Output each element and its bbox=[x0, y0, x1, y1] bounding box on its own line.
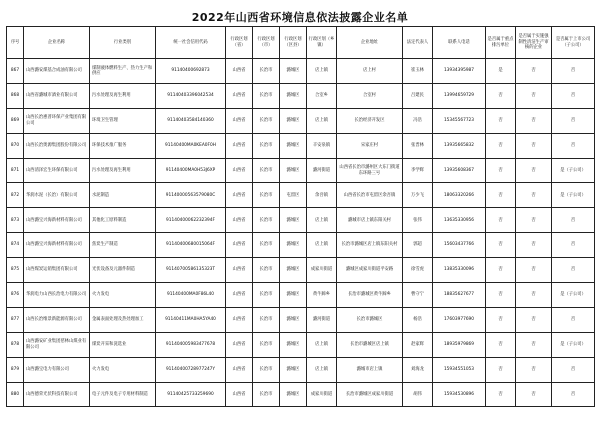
cell-industry: 煤制液体燃料生产、热力生产和供应 bbox=[90, 59, 156, 84]
table-row bbox=[7, 307, 595, 332]
cell-phone: 18835627677 bbox=[433, 283, 486, 308]
cell-address: 潞城区成家川街道平安路 bbox=[337, 258, 403, 283]
cell-province: 山西省 bbox=[226, 332, 253, 357]
cell-listed: 是（子公司） bbox=[552, 283, 595, 308]
cell-town: 店上镇 bbox=[307, 357, 337, 382]
cell-key-pollutant: 否 bbox=[486, 332, 516, 357]
cell-province: 山西省 bbox=[226, 108, 253, 133]
cell-city: 长治市 bbox=[253, 208, 280, 233]
cell-county: 潞城区 bbox=[280, 307, 307, 332]
cell-company: 山西省潞城市酒业有限公司 bbox=[24, 83, 90, 108]
cell-index: 873 bbox=[7, 208, 24, 233]
cell-company: 山西清泽宏生环保有限公司 bbox=[24, 158, 90, 183]
cell-key-pollutant: 否 bbox=[486, 233, 516, 258]
cell-company: 山西潞安煤基合成油有限公司 bbox=[24, 59, 90, 84]
cell-town: 成家川街道 bbox=[307, 382, 337, 407]
table-row bbox=[7, 233, 595, 258]
cell-key-pollutant: 否 bbox=[486, 183, 516, 208]
cell-index: 879 bbox=[7, 357, 24, 382]
cell-town: 店上镇 bbox=[307, 233, 337, 258]
cell-address: 山西省长治市潞州区大东门街道东环路三号 bbox=[337, 158, 403, 183]
cell-phone: 13935608367 bbox=[433, 158, 486, 183]
cell-listed: 是（子公司） bbox=[552, 183, 595, 208]
cell-key-pollutant: 否 bbox=[486, 357, 516, 382]
cell-credit-code: 91140400692873 bbox=[156, 59, 226, 84]
cell-legal-rep: 徐雪虎 bbox=[403, 258, 433, 283]
cell-key-pollutant: 否 bbox=[486, 382, 516, 407]
cell-legal-rep: 吕建民 bbox=[403, 83, 433, 108]
cell-province: 山西省 bbox=[226, 158, 253, 183]
cell-town: 潞河街道 bbox=[307, 307, 337, 332]
cell-clean-production: 否 bbox=[516, 382, 552, 407]
header-key-pollutant: 是否属于重点排污单位 bbox=[486, 27, 516, 59]
cell-key-pollutant: 否 bbox=[486, 158, 516, 183]
cell-legal-rep: 张晋林 bbox=[403, 133, 433, 158]
page-title: 2022年山西省环境信息依法披露企业名单 bbox=[191, 11, 409, 24]
cell-credit-code: 91140411MA0HA5YA40 bbox=[156, 307, 226, 332]
cell-index: 872 bbox=[7, 183, 24, 208]
cell-province: 山西省 bbox=[226, 183, 253, 208]
cell-index: 880 bbox=[7, 382, 24, 407]
cell-address: 长治经济开发区 bbox=[337, 108, 403, 133]
cell-city: 长治市 bbox=[253, 233, 280, 258]
cell-phone: 13635330956 bbox=[433, 208, 486, 233]
table-header-row bbox=[7, 27, 595, 59]
header-clean-production: 是否属于实施强制性清洁生产审核的企业 bbox=[516, 27, 552, 59]
table-row bbox=[7, 382, 595, 407]
cell-phone: 15345567723 bbox=[433, 108, 486, 133]
cell-legal-rep: 崔玉林 bbox=[403, 59, 433, 84]
cell-town: 店上镇 bbox=[307, 332, 337, 357]
cell-county: 潞城区 bbox=[280, 208, 307, 233]
header-credit-code: 统一社会信用代码 bbox=[156, 27, 226, 59]
cell-legal-rep: 杨浩 bbox=[403, 307, 433, 332]
cell-town: 余吾镇 bbox=[307, 183, 337, 208]
cell-city: 长治市 bbox=[253, 158, 280, 183]
cell-company: 华润电力山西长治电力有限公司 bbox=[24, 283, 90, 308]
cell-industry: 金属表面处理及热处理加工 bbox=[90, 307, 156, 332]
cell-legal-rep: 曹守宁 bbox=[403, 283, 433, 308]
cell-province: 山西省 bbox=[226, 208, 253, 233]
cell-index: 867 bbox=[7, 59, 24, 84]
cell-listed: 否 bbox=[552, 258, 595, 283]
cell-phone: 13994659729 bbox=[433, 83, 486, 108]
cell-industry: 电子元件及电子专用材料制造 bbox=[90, 382, 156, 407]
cell-county: 潞城区 bbox=[280, 133, 307, 158]
cell-town: 合室乡 bbox=[307, 83, 337, 108]
cell-town: 店上镇 bbox=[307, 108, 337, 133]
cell-address: 合室村 bbox=[337, 83, 403, 108]
cell-index: 875 bbox=[7, 258, 24, 283]
header-listed: 是否属于上市公司（子公司） bbox=[552, 27, 595, 59]
cell-industry: 其他化工原料制造 bbox=[90, 208, 156, 233]
cell-credit-code: 911404005983477678 bbox=[156, 332, 226, 357]
cell-index: 870 bbox=[7, 133, 24, 158]
cell-phone: 17603977690 bbox=[433, 307, 486, 332]
cell-county: 潞城区 bbox=[280, 108, 307, 133]
cell-legal-rep: 胡伟 bbox=[403, 382, 433, 407]
table-row bbox=[7, 283, 595, 308]
cell-clean-production: 否 bbox=[516, 258, 552, 283]
header-phone: 联系人电话 bbox=[433, 27, 486, 59]
cell-town: 辛安泉镇 bbox=[307, 133, 337, 158]
cell-clean-production: 否 bbox=[516, 307, 552, 332]
cell-county: 潞城区 bbox=[280, 59, 307, 84]
cell-company: 山西煤炭运销集团有限公司 bbox=[24, 258, 90, 283]
cell-address: 长治市潞城区 bbox=[337, 307, 403, 332]
cell-listed: 否 bbox=[552, 83, 595, 108]
cell-address: 长治市潞城区店上镇 bbox=[337, 332, 403, 357]
cell-legal-rep: 李学辉 bbox=[403, 158, 433, 183]
cell-city: 长治市 bbox=[253, 283, 280, 308]
cell-key-pollutant: 否 bbox=[486, 83, 516, 108]
cell-clean-production: 否 bbox=[516, 83, 552, 108]
cell-clean-production: 否 bbox=[516, 158, 552, 183]
cell-legal-rep: 张伟 bbox=[403, 208, 433, 233]
table-row bbox=[7, 332, 595, 357]
header-city: 行政区划（市） bbox=[253, 27, 280, 59]
cell-city: 长治市 bbox=[253, 258, 280, 283]
cell-company: 山西长治维景新能源有限公司 bbox=[24, 307, 90, 332]
table-row bbox=[7, 158, 595, 183]
cell-city: 长治市 bbox=[253, 108, 280, 133]
cell-city: 长治市 bbox=[253, 382, 280, 407]
cell-key-pollutant: 否 bbox=[486, 108, 516, 133]
cell-clean-production: 否 bbox=[516, 233, 552, 258]
cell-listed: 否 bbox=[552, 382, 595, 407]
header-index: 序号 bbox=[7, 27, 24, 59]
cell-industry: 环保技术推广服务 bbox=[90, 133, 156, 158]
cell-clean-production: 否 bbox=[516, 59, 552, 84]
cell-legal-rep: 刘海龙 bbox=[403, 357, 433, 382]
cell-city: 长治市 bbox=[253, 83, 280, 108]
cell-phone: 13935665832 bbox=[433, 133, 486, 158]
cell-company: 山西潞宝兴海新材料有限公司 bbox=[24, 208, 90, 233]
cell-listed: 否 bbox=[552, 133, 595, 158]
table-row bbox=[7, 357, 595, 382]
cell-industry: 煤炭开采和洗选业 bbox=[90, 332, 156, 357]
cell-clean-production: 否 bbox=[516, 332, 552, 357]
cell-company: 华润水泥（长治）有限公司 bbox=[24, 183, 90, 208]
cell-index: 874 bbox=[7, 233, 24, 258]
cell-address: 长治市潞城区成家川街道 bbox=[337, 382, 403, 407]
table-row bbox=[7, 208, 595, 233]
cell-credit-code: 91140403396042534 bbox=[156, 83, 226, 108]
cell-county: 潞城区 bbox=[280, 382, 307, 407]
cell-key-pollutant: 否 bbox=[486, 283, 516, 308]
table-row bbox=[7, 133, 595, 158]
cell-county: 潞城区 bbox=[280, 258, 307, 283]
cell-listed: 否 bbox=[552, 108, 595, 133]
cell-phone: 18063320266 bbox=[433, 183, 486, 208]
cell-legal-rep: 赵家辉 bbox=[403, 332, 433, 357]
cell-credit-code: 91140700586135323T bbox=[156, 258, 226, 283]
cell-clean-production: 否 bbox=[516, 183, 552, 208]
header-company: 企业名称 bbox=[24, 27, 90, 59]
cell-credit-code: 91140403584140360 bbox=[156, 108, 226, 133]
cell-county: 潞城区 bbox=[280, 83, 307, 108]
cell-phone: 18935979869 bbox=[433, 332, 486, 357]
cell-clean-production: 否 bbox=[516, 357, 552, 382]
cell-county: 潞城区 bbox=[280, 332, 307, 357]
cell-credit-code: 91140000563579080C bbox=[156, 183, 226, 208]
cell-listed: 否 bbox=[552, 233, 595, 258]
cell-key-pollutant: 否 bbox=[486, 307, 516, 332]
cell-listed: 否 bbox=[552, 208, 595, 233]
cell-index: 868 bbox=[7, 83, 24, 108]
cell-phone: 13934395987 bbox=[433, 59, 486, 84]
cell-clean-production: 否 bbox=[516, 208, 552, 233]
cell-legal-rep: 冯浩 bbox=[403, 108, 433, 133]
cell-city: 长治市 bbox=[253, 59, 280, 84]
cell-index: 871 bbox=[7, 158, 24, 183]
cell-listed: 否 bbox=[552, 307, 595, 332]
cell-index: 877 bbox=[7, 307, 24, 332]
cell-credit-code: 91140400680015064F bbox=[156, 233, 226, 258]
cell-county: 潞城区 bbox=[280, 283, 307, 308]
cell-address: 潞城市店上镇东阳关村 bbox=[337, 208, 403, 233]
cell-industry: 水泥制造 bbox=[90, 183, 156, 208]
cell-industry: 焦炭生产制造 bbox=[90, 233, 156, 258]
cell-province: 山西省 bbox=[226, 307, 253, 332]
table-row bbox=[7, 108, 595, 133]
cell-credit-code: 91140400062232394F bbox=[156, 208, 226, 233]
cell-phone: 15934530896 bbox=[433, 382, 486, 407]
cell-index: 876 bbox=[7, 283, 24, 308]
cell-clean-production: 否 bbox=[516, 133, 552, 158]
cell-province: 山西省 bbox=[226, 283, 253, 308]
header-address: 企业地址 bbox=[337, 27, 403, 59]
cell-index: 878 bbox=[7, 332, 24, 357]
cell-clean-production: 否 bbox=[516, 108, 552, 133]
cell-company: 山西长治奥源集团股份有限公司 bbox=[24, 133, 90, 158]
cell-clean-production: 否 bbox=[516, 283, 552, 308]
cell-address: 店上村 bbox=[337, 59, 403, 84]
cell-industry: 环境卫生管理 bbox=[90, 108, 156, 133]
header-industry: 行业类别 bbox=[90, 27, 156, 59]
cell-town: 成家川街道 bbox=[307, 258, 337, 283]
cell-county: 潞城区 bbox=[280, 357, 307, 382]
cell-province: 山西省 bbox=[226, 59, 253, 84]
cell-address: 山西省长治市屯留区余吾镇 bbox=[337, 183, 403, 208]
cell-city: 长治市 bbox=[253, 307, 280, 332]
cell-key-pollutant: 否 bbox=[486, 208, 516, 233]
cell-credit-code: 91140400MA0KEA0F0H bbox=[156, 133, 226, 158]
enterprise-table bbox=[6, 26, 595, 407]
cell-company: 山西潞宝兴海新材料有限公司 bbox=[24, 233, 90, 258]
cell-town: 店上镇 bbox=[307, 208, 337, 233]
cell-phone: 15603437766 bbox=[433, 233, 486, 258]
cell-province: 山西省 bbox=[226, 83, 253, 108]
cell-index: 869 bbox=[7, 108, 24, 133]
cell-province: 山西省 bbox=[226, 357, 253, 382]
cell-company: 山西德荣光伏科技有限公司 bbox=[24, 382, 90, 407]
cell-town: 店上镇 bbox=[307, 59, 337, 84]
cell-province: 山西省 bbox=[226, 233, 253, 258]
cell-company: 山西潞安矿业集团慈林山煤业有限公司 bbox=[24, 332, 90, 357]
header-legal-rep: 法定代表人 bbox=[403, 27, 433, 59]
header-county: 行政区划（区县） bbox=[280, 27, 307, 59]
cell-province: 山西省 bbox=[226, 133, 253, 158]
cell-county: 屯留区 bbox=[280, 183, 307, 208]
cell-town: 潞河街道 bbox=[307, 158, 337, 183]
cell-industry: 污水处理及再生利用 bbox=[90, 158, 156, 183]
cell-city: 长治市 bbox=[253, 357, 280, 382]
table-row bbox=[7, 83, 595, 108]
cell-key-pollutant: 否 bbox=[486, 133, 516, 158]
cell-listed: 是（子公司） bbox=[552, 158, 595, 183]
cell-address: 潞城市店上镇 bbox=[337, 357, 403, 382]
cell-address: 宋家庄村 bbox=[337, 133, 403, 158]
cell-address: 长治市潞城区店上镇东阳关村 bbox=[337, 233, 403, 258]
cell-company: 山西长治惠普环保产业集团有限公司 bbox=[24, 108, 90, 133]
cell-listed: 否 bbox=[552, 357, 595, 382]
cell-legal-rep: 郭超 bbox=[403, 233, 433, 258]
cell-county: 潞城区 bbox=[280, 158, 307, 183]
cell-key-pollutant: 是 bbox=[486, 59, 516, 84]
table-row bbox=[7, 258, 595, 283]
cell-province: 山西省 bbox=[226, 382, 253, 407]
cell-company: 山西潞宝电力有限公司 bbox=[24, 357, 90, 382]
cell-credit-code: 91140400MA0F86L40 bbox=[156, 283, 226, 308]
cell-credit-code: 91140400MA0H53J6XP bbox=[156, 158, 226, 183]
cell-phone: 15934551053 bbox=[433, 357, 486, 382]
table-row bbox=[7, 59, 595, 84]
cell-city: 长治市 bbox=[253, 133, 280, 158]
cell-industry: 火力发电 bbox=[90, 357, 156, 382]
cell-credit-code: 91140425733259690 bbox=[156, 382, 226, 407]
cell-listed: 否 bbox=[552, 59, 595, 84]
header-town: 行政区划（乡镇） bbox=[307, 27, 337, 59]
cell-industry: 光伏设备及元器件制造 bbox=[90, 258, 156, 283]
cell-phone: 13835330096 bbox=[433, 258, 486, 283]
cell-key-pollutant: 否 bbox=[486, 258, 516, 283]
cell-industry: 火力发电 bbox=[90, 283, 156, 308]
cell-address: 长治市潞城区黄牛蹄乡 bbox=[337, 283, 403, 308]
cell-industry: 污水处理及再生利用 bbox=[90, 83, 156, 108]
cell-listed: 是（子公司） bbox=[552, 332, 595, 357]
cell-province: 山西省 bbox=[226, 258, 253, 283]
cell-county: 潞城区 bbox=[280, 233, 307, 258]
cell-credit-code: 91140400728977247Y bbox=[156, 357, 226, 382]
header-province: 行政区划（省） bbox=[226, 27, 253, 59]
table-row bbox=[7, 183, 595, 208]
cell-city: 长治市 bbox=[253, 183, 280, 208]
cell-town: 黄牛蹄乡 bbox=[307, 283, 337, 308]
cell-city: 长治市 bbox=[253, 332, 280, 357]
cell-legal-rep: 万少飞 bbox=[403, 183, 433, 208]
